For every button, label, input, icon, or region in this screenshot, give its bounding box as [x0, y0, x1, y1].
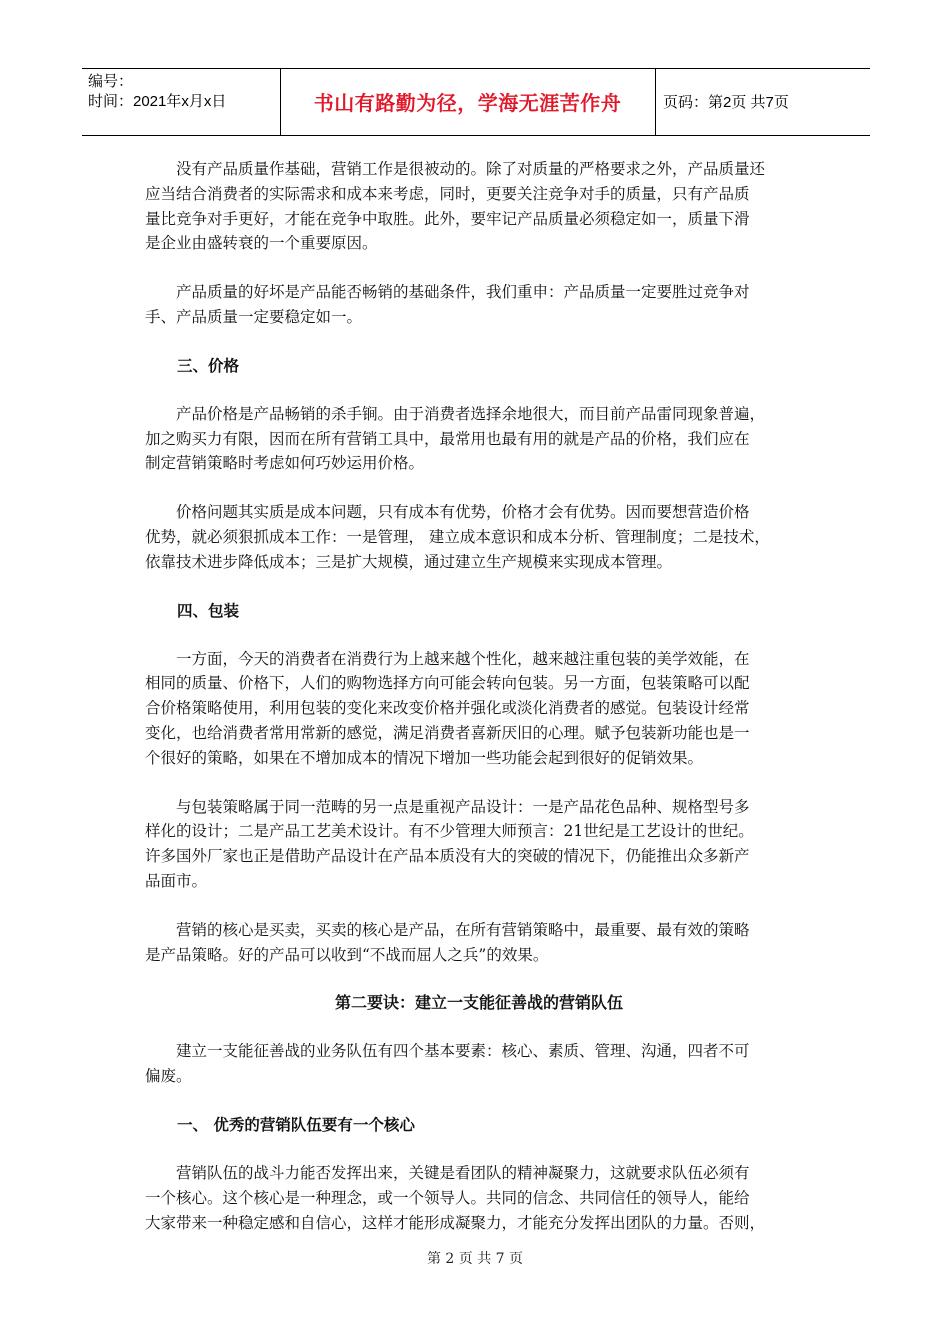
text-line: 大家带来一种稳定感和自信心，这样才能形成凝聚力，才能充分发挥出团队的力量。否则， — [145, 1213, 766, 1232]
text-line: 没有产品质量作基础，营销工作是很被动的。除了对质量的严格要求之外，产品质量还 — [176, 160, 766, 178]
text-line: 量比竞争对手更好，才能在竞争中取胜。此外，要牢记产品质量必须稳定如一，质量下滑 — [145, 209, 750, 228]
header-page-info: 页码：第2页 共7页 — [663, 94, 789, 111]
header-meta — [88, 72, 226, 112]
text-line: 品面市。 — [145, 871, 208, 890]
header-bottom-rule — [82, 135, 870, 136]
text-line: 许多国外厂家也正是借助产品设计在产品本质没有大的突破的情况下，仍能推出众多新产 — [145, 847, 750, 866]
text-line: 制定营销策略时考虑如何巧妙运用价格。 — [145, 454, 425, 473]
doc-date: 时间：2021年x月x日 — [88, 93, 227, 110]
text-line: 产品质量的好坏是产品能否畅销的基础条件，我们重申：产品质量一定要胜过竞争对 — [176, 283, 750, 302]
header-divider — [655, 68, 656, 135]
footer-page-number: 第 2 页 共 7 页 — [426, 1251, 524, 1267]
text-line: 营销队伍的战斗力能否发挥出来，关键是看团队的精神凝聚力，这就要求队伍必须有 — [176, 1163, 750, 1182]
text-line: 变化，也给消费者常用常新的感觉，满足消费者喜新厌旧的心理。赋予包装新功能也是一 — [145, 723, 750, 742]
text-line: 营销的核心是买卖，买卖的核心是产品，在所有营销策略中，最重要、最有效的策略 — [176, 920, 750, 939]
text-line: 产品价格是产品畅销的杀手锏。由于消费者选择余地很大，而目前产品雷同现象普遍， — [176, 404, 766, 423]
text-line: 相同的质量、价格下，人们的购物选择方向可能会转向包装。另一方面，包装策略可以配 — [145, 674, 750, 693]
page-footer — [0, 1248, 950, 1268]
text-line: 是产品策略。好的产品可以收到“不战而屈人之兵”的效果。 — [145, 945, 549, 964]
doc-number-label: 编号： — [88, 73, 134, 90]
text-line: 建立一支能征善战的业务队伍有四个基本要素：核心、素质、管理、沟通，四者不可 — [176, 1042, 750, 1061]
text-line: 一个核心。这个核心是一种理念，或一个领导人。共同的信念、共同信任的领导人，能给 — [145, 1188, 750, 1207]
text-line: 与包装策略属于同一范畴的另一点是重视产品设计：一是产品花色品种、规格型号多 — [176, 797, 750, 816]
text-line: 价格问题其实质是成本问题，只有成本有优势，价格才会有优势。因而要想营造价格 — [176, 503, 750, 522]
header-motto: 书山有路勤为径，学海无涯苦作舟 — [313, 91, 622, 115]
paragraph — [145, 500, 813, 574]
paragraph — [145, 1039, 813, 1089]
text-line: 一方面，今天的消费者在消费行为上越来越个性化，越来越注重包装的美学效能，在 — [176, 649, 750, 668]
document-body — [145, 157, 813, 1235]
paragraph — [145, 402, 813, 476]
text-line: 手、产品质量一定要稳定如一。 — [145, 307, 363, 326]
text-line: 应当结合消费者的实际需求和成本来考虑，同时，更要关注竞争对手的质量，只有产品质 — [145, 184, 750, 203]
text-line: 样化的设计；二是产品工艺美术设计。有不少管理大师预言：21世纪是工艺设计的世纪。 — [145, 822, 754, 841]
text-line: 个很好的策略，如果在不增加成本的情况下增加一些功能会起到很好的促销效果。 — [145, 748, 704, 767]
paragraph — [145, 1161, 813, 1235]
text-line: 偏废。 — [145, 1067, 192, 1086]
chapter-heading: 第二要诀：建立一支能征善战的营销队伍 — [334, 993, 623, 1013]
paragraph — [145, 647, 813, 771]
section-heading-packaging: 四、包装 — [177, 601, 240, 620]
text-line: 加之购买力有限，因而在所有营销工具中，最常用也最有用的就是产品的价格，我们应在 — [145, 429, 750, 448]
text-line: 依靠技术进步降低成本；三是扩大规模，通过建立生产规模来实现成本管理。 — [145, 552, 673, 571]
text-line: 优势，就必须狠抓成本工作：一是管理， 建立成本意识和成本分析、管理制度；二是技术， — [145, 527, 770, 546]
paragraph — [145, 157, 813, 256]
text-line: 合价格策略使用，利用包装的变化来改变价格并强化或淡化消费者的感觉。包装设计经常 — [145, 699, 750, 718]
section-heading-price: 三、价格 — [177, 356, 240, 375]
section-heading-core: 一、 优秀的营销队伍要有一个核心 — [177, 1115, 415, 1134]
paragraph — [145, 918, 813, 968]
text-line: 是企业由盛转衰的一个重要原因。 — [145, 234, 378, 253]
paragraph — [145, 280, 813, 330]
paragraph — [145, 795, 813, 894]
